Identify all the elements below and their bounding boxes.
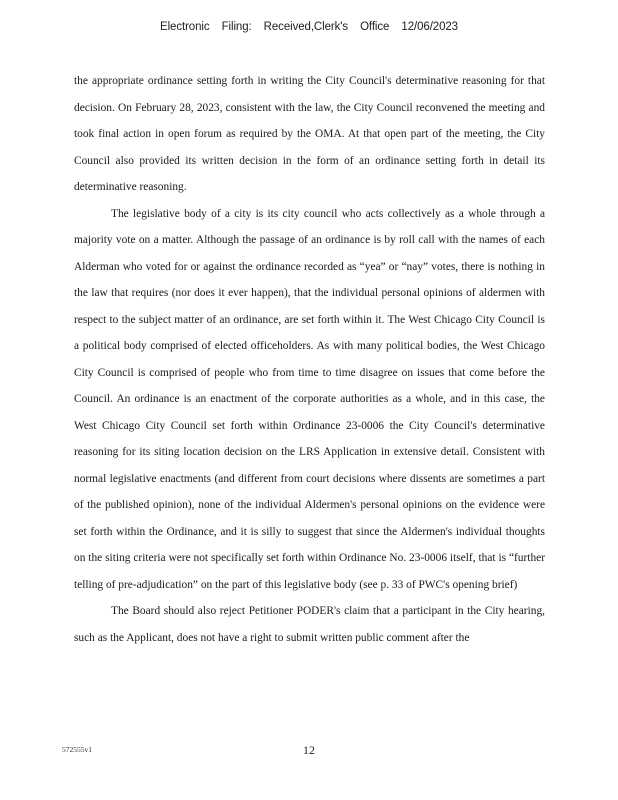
paragraph-1: the appropriate ordinance setting forth in writing the City Council's determinative reasoning for that decision. On February 28, 2023, consistent with the law, the City Council reconvened the meeting and took final action in open forum as required by the OMA. At that open part of the meeting, the City Council also provided its written decision in the form of an ordinance setting forth in detail its determinative reasoning. <box>74 75 545 193</box>
paragraph-3: The Board should also reject Petitioner PODER's claim that a participant in the City hearing, such as the Applicant, does not have a right to submit written public comment after the <box>74 605 545 644</box>
electronic-filing-stamp: Electronic Filing: Received,Clerk's Office 12/06/2023 <box>160 21 458 33</box>
document-code: 572555v1 <box>62 745 92 754</box>
page-number: 12 <box>303 743 315 757</box>
paragraph-2: The legislative body of a city is its city council who acts collectively as a whole through a majority vote on a matter. Although the passage of an ordinance is by roll call with the names of each Alderman who voted for or against the ordinance recorded as “yea” or “nay” votes, there is nothing in the law that requires (nor does it ever happen), that the individual personal opinions of aldermen with respect to the subject matter of an ordinance, are set forth within it. The West Chicago City Council is a political body comprised of elected officeholders. As with many political bodies, the West Chicago City Council is comprised of people who from time to time disagree on issues that come before the Council. An ordinance is an enactment of the corporate authorities as a whole, and in this case, the West Chicago City Council set forth within Ordinance 23-0006 the City Council's determinative reasoning for its siting location decision on the LRS Application in extensive detail. Consistent with normal legislative enactments (and different from court decisions where dissents are sometimes a part of the published opinion), none of the individual Aldermen's personal opinions on the evidence were set forth within the Ordinance, and it is silly to suggest that since the Aldermen's individual thoughts on the siting criteria were not specifically set forth within Ordinance No. 23-0006 itself, that is “further telling of pre-adjudication” on the part of this legislative body (see p. 33 of PWC's opening brief) <box>74 207 545 591</box>
document-body <box>74 68 545 651</box>
